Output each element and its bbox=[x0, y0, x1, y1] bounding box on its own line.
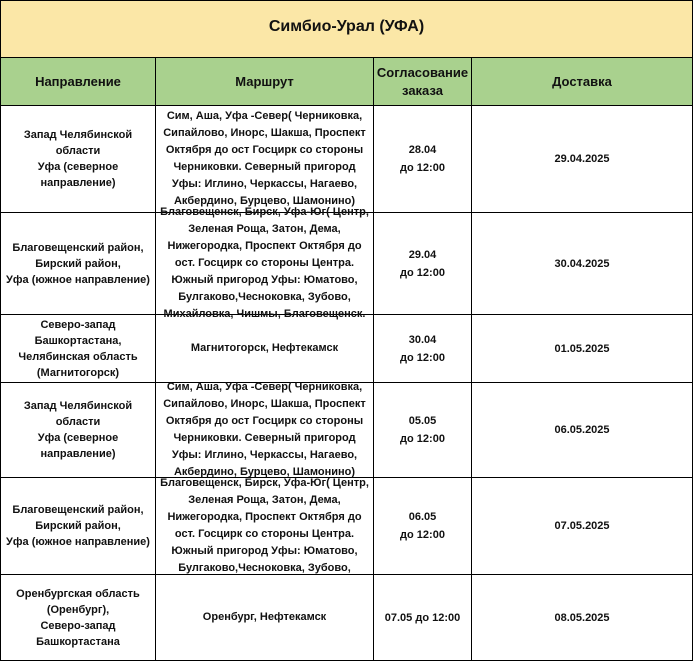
agreement-cell[interactable] bbox=[374, 383, 472, 478]
route-text: Сим, Аша, Уфа -Север( Черниковка, Сипайлово, Инорс, Шакша, Проспект Октября до ост Госцирк со стороны Черниковки. Северный пригород Уфы: Иглино, Черкассы, Нагаево, Акбердино, Бурцево, Шамонино) bbox=[163, 110, 366, 207]
direction-cell[interactable] bbox=[1, 575, 156, 661]
header-delivery[interactable]: Доставка bbox=[472, 58, 693, 106]
route-cell[interactable] bbox=[156, 206, 374, 320]
table-row bbox=[1, 213, 693, 315]
agreement-time: до 12:00 bbox=[400, 351, 445, 364]
delivery-cell[interactable]: 01.05.2025 bbox=[472, 315, 693, 383]
direction-cell[interactable] bbox=[1, 315, 156, 383]
direction-text: Оренбургская область (Оренбург), Северо-запад Башкортастана bbox=[16, 587, 140, 648]
agreement-cell[interactable] bbox=[374, 213, 472, 315]
direction-text: Благовещенский район, Бирский район, Уфа (южное направление) bbox=[6, 241, 150, 286]
direction-text: Благовещенский район, Бирский район, Уфа (южное направление) bbox=[6, 504, 150, 548]
route-text: Магнитогорск, Нефтекамск bbox=[190, 342, 339, 354]
delivery-cell[interactable]: 07.05.2025 bbox=[472, 478, 693, 575]
agreement-time: до 12:00 bbox=[400, 266, 445, 279]
route-cell[interactable] bbox=[156, 315, 374, 383]
delivery-cell[interactable]: 08.05.2025 bbox=[472, 575, 693, 661]
table-row bbox=[1, 575, 693, 661]
route-cell[interactable] bbox=[156, 106, 374, 213]
agreement-date: 06.05 bbox=[408, 511, 437, 523]
table-title[interactable]: Симбио-Урал (УФА) bbox=[1, 1, 693, 58]
route-text: Благовещенск, Бирск, Уфа-Юг( Центр, Зеленая Роща, Затон, Дема, Нижегородка, Проспект Октября до ост. Госцирк со стороны Центра. Южный пригород Уфы: Юматово, Булгаково,Чесноковка, Зубово, Михайловка, Чишмы, Благовещенск. bbox=[160, 206, 369, 320]
header-direction[interactable]: Направление bbox=[1, 58, 156, 106]
direction-text: Северо-запад Башкортастана, Челябинская область (Магнитогорск) bbox=[18, 318, 138, 379]
agreement-date: 28.04 bbox=[408, 144, 437, 156]
route-text: Сим, Аша, Уфа -Север( Черниковка, Сипайлово, Инорс, Шакша, Проспект Октября до ост Госцирк со стороны Черниковки. Северный пригород Уфы: Иглино, Черкассы, Нагаево, Акбердино, Бурцево, Шамонино) bbox=[163, 381, 366, 478]
direction-text: Запад Челябинской области Уфа (северное направление) bbox=[23, 129, 133, 189]
table-row bbox=[1, 106, 693, 213]
direction-cell[interactable] bbox=[1, 478, 156, 575]
direction-cell[interactable] bbox=[1, 383, 156, 478]
title-row bbox=[1, 1, 693, 58]
table-row bbox=[1, 383, 693, 478]
table-row bbox=[1, 315, 693, 383]
agreement-time: до 12:00 bbox=[400, 162, 445, 174]
agreement-date: 05.05 bbox=[408, 415, 437, 427]
table-row bbox=[1, 478, 693, 575]
route-text: Оренбург, Нефтекамск bbox=[202, 611, 327, 623]
agreement-cell[interactable] bbox=[374, 315, 472, 383]
direction-cell[interactable] bbox=[1, 106, 156, 213]
agreement-date: 30.04 bbox=[408, 333, 437, 346]
route-text: Благовещенск, Бирск, Уфа-Юг( Центр, Зеленая Роща, Затон, Дема, Нижегородка, Проспект Октября до ост. Госцирк со стороны Центра. Южный пригород Уфы: Юматово, Булгаково,Чесноковка, Зубово, bbox=[160, 477, 369, 574]
delivery-cell[interactable]: 06.05.2025 bbox=[472, 383, 693, 478]
agreement-cell[interactable] bbox=[374, 106, 472, 213]
agreement-time: до 12:00 bbox=[400, 529, 445, 541]
agreement-date: 29.04 bbox=[408, 248, 437, 261]
header-row bbox=[1, 58, 693, 106]
direction-cell[interactable] bbox=[1, 213, 156, 315]
header-order-agreement[interactable]: Согласование заказа bbox=[374, 58, 472, 106]
agreement-time: до 12:00 bbox=[400, 433, 445, 445]
route-cell[interactable] bbox=[156, 383, 374, 478]
route-cell[interactable] bbox=[156, 478, 374, 575]
header-route[interactable]: Маршрут bbox=[156, 58, 374, 106]
agreement-cell[interactable] bbox=[374, 478, 472, 575]
delivery-cell[interactable]: 30.04.2025 bbox=[472, 213, 693, 315]
delivery-cell[interactable]: 29.04.2025 bbox=[472, 106, 693, 213]
direction-text: Запад Челябинской области Уфа (северное направление) bbox=[23, 400, 133, 460]
agreement-cell[interactable] bbox=[374, 575, 472, 661]
route-cell[interactable] bbox=[156, 575, 374, 661]
agreement-date: 07.05 до 12:00 bbox=[384, 611, 461, 624]
